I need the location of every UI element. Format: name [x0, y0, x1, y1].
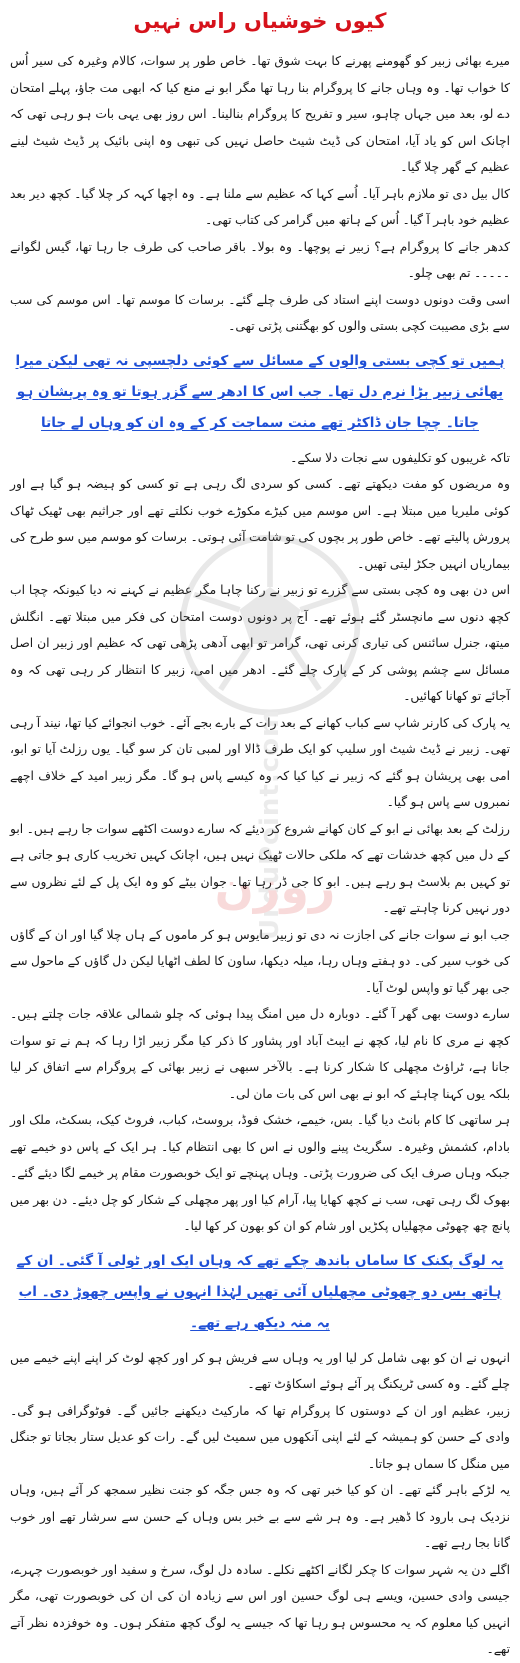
paragraph: یہ لڑکے باہر گئے تھے۔ ان کو کیا خبر تھی کہ وہ جس جگہ کو جنت نظیر سمجھ کر آئے ہیں، وہاں نزدیک ہی بارود کا ڈھیر ہے۔ وہ ہر شے سے بے خبر بس وہاں کے حسن سے سرشار تھے اور خوب گانا بجا رہے تھے۔	[10, 1483, 510, 1550]
pull-quote-text: ہمیں تو کچی بستی والوں کے مسائل سے کوئی دلچسپی نہ تھی لیکن میرا بھائی زبیر بڑا نرم دل تھا۔ جب اس کا ادھر سے گزر ہوتا تو وہ پریشان ہو جاتا۔ چچا جان ڈاکٹر تھے منت سماجت کر کے وہ ان کو وہاں لے جاتا	[15, 352, 505, 431]
pull-quote-text: یہ لوگ پکنک کا ساماں باندھ چکے تھے کہ وہاں ایک اور ٹولی آ گئی۔ ان کے ہاتھ بس دو چھوٹی مچھلیاں آئی تھیں لہٰذا انہوں نے واپس چھوڑ دی۔ اب یہ منہ دیکھ رہے تھے۔	[16, 1252, 504, 1331]
watermark-site-text: UrduPoint.com	[255, 708, 285, 940]
paragraph: سارے دوست بھی گھر آ گئے۔ دوبارہ دل میں امنگ پیدا ہوئی کہ چلو شمالی علاقہ جات چلتے ہیں۔ کچھ نے مری کا نام لیا، کچھ نے ایبٹ آباد اور پشاور کا ذکر کیا مگر زبیر اڑا رہا کہ ہم نے تو سوات جانا ہے، ٹراؤٹ مچھلی کا شکار کرنا ہے۔ بالآخر سبھی نے زبیر بھائی کے پروگرام سے اتفاق کر لیا بلکہ یوں کہنا چاہئے کہ ابو نے بھی اس کی بات مان لی۔	[10, 1007, 510, 1101]
paragraph: اسی وقت دونوں دوست اپنے استاد کی طرف چلے گئے۔ برسات کا موسم تھا۔ اس موسم کی سب سے بڑی مصیبت کچی بستی والوں کو بھگتنی پڑتی تھی۔	[10, 292, 510, 333]
pull-quote	[10, 346, 510, 439]
paragraph: زبیر، عظیم اور ان کے دوستوں کا پروگرام تھا کہ مارکیٹ دیکھنے جائیں گے۔ فوٹوگرافی ہو گی۔ وادی کے حسن کو ہمیشہ کے لئے اپنی آنکھوں میں سمیٹ لیں گے۔ رات کو عدیل ستار بجاتا تو جنگل میں منگل کا سماں ہو جاتا۔	[10, 1403, 510, 1471]
paragraph: اس دن بھی وہ کچی بستی سے گزرے تو زبیر نے رکنا چاہا مگر عظیم نے کہنے نہ دیا کیونکہ چچا اب کچھ دنوں سے مانچسٹر گئے ہوئے تھے۔ آج پر دونوں دوست امتحان کی فکر میں مبتلا تھے۔ انگلش میتھ، جنرل سائنس کی تیاری کرنی تھی، گرامر تو ابھی آدھی پڑھی تھی کہ عظیم اور زبیر ان اصل مسائل سے چشم پوشی کر کے پارک چلے گئے۔ ادھر میں امی، زبیر کا انتظار کر رہی تھی کہ وہ آجائے تو کھانا کھائیں۔	[10, 583, 510, 703]
paragraph: یہ پارک کی کارنر شاپ سے کباب کھانے کے بعد رات کے بارے بجے آئے۔ خوب انجوائے کیا تھا، نیند آ رہی تھی۔ زبیر نے ڈیٹ شیٹ اور سلیپ کو ایک طرف ڈالا اور لمبی تان کر سو گیا۔ یوں رزلٹ آیا تو ابو، امی بھی پریشان ہو گئے کہ زبیر نے کیا کیا کہ وہ کیسے پاس ہو گا۔ مگر زبیر امید کے خلاف اچھے نمبروں سے پاس ہو گیا۔	[9, 715, 510, 809]
paragraph: میرے بھائی زبیر کو گھومنے پھرنے کا بہت شوق تھا۔ خاص طور پر سوات، کالام وغیرہ کی سیر اُس کا خواب تھا۔ وہ وہاں جانے کا پروگرام بنا رہا تھا مگر ابو نے منع کیا کہ ابھی مت جاؤ، پہلے امتحان دے لو، بعد میں جہاں چاہو، سیر و تفریح کا پروگرام بنالینا۔ اس روز بھی یہی بات ہو رہی تھی کہ اچانک اس کو یاد آیا، امتحان کی ڈیٹ شیٹ حاصل نہیں کی تبھی وہ اپنی بائیک پر ڈیٹ شیٹ لینے عظیم کے گھر چلا گیا۔	[10, 54, 510, 174]
paragraph: رزلٹ کے بعد بھائی نے ابو کے کان کھانے شروع کر دیئے کہ سارے دوست اکٹھے سوات جا رہے ہیں۔ ابو کے دل میں کچھ خدشات تھے کہ ملکی حالات ٹھیک نہیں ہیں، اچانک کہیں تخریب کاری ہو جاتی ہے تو کہیں بم بلاسٹ ہو رہے ہیں۔ ابو کا جی ڈر رہا تھا۔ جوان بیٹے کو وہ ایک پل کے لئے نظروں سے دور نہیں کرنا چاہتے تھے۔	[10, 821, 510, 915]
paragraph: ہر ساتھی کا کام بانٹ دیا گیا۔ بس، خیمے، خشک فوڈ، بروسٹ، کباب، فروٹ کیک، بسکٹ، ملک اور بادام، کشمش وغیرہ۔ سگریٹ پینے والوں نے اس کا بھی انتظام کیا۔ ہر ایک کے پاس دو خیمے تھے جبکہ وہاں صرف ایک کی ضرورت پڑتی۔ وہاں پہنچے تو ایک خوبصورت مقام پر خیمے لگا دیئے گئے۔ بھوک لگ رہی تھی، سب نے کچھ کھایا پیا، آرام کیا اور پھر مچھلی کے شکار کو چل دیئے۔ دن بھر میں پانچ چھ چھوٹی مچھلیاں پکڑیں اور شام کو ان کو بھون کر کھا لیا۔	[10, 1113, 510, 1233]
paragraph: کال بیل دی تو ملازم باہر آیا۔ اُسے کہا کہ عظیم سے ملنا ہے۔ وہ اچھا کہہ کر چلا گیا۔ کچھ دیر بعد عظیم خود باہر آ گیا۔ اُس کے ہاتھ میں گرامر کی کتاب تھی۔	[10, 186, 510, 227]
paragraph: تاکہ غریبوں کو تکلیفوں سے نجات دلا سکے۔	[290, 450, 510, 465]
paragraph: کدھر جانے کا پروگرام ہے؟ زبیر نے پوچھا۔ وہ بولا۔ باقر صاحب کی طرف جا رہا تھا، گیس لگوانے ۔۔۔۔۔ تم بھی چلو۔	[10, 239, 510, 280]
paragraph: انہوں نے ان کو بھی شامل کر لیا اور یہ وہاں سے فریش ہو کر اور کچھ لوٹ کر اپنے اپنے خیمے میں چلے گئے۔ وہ کسی ٹریکنگ پر آئے ہوئے اسکاؤٹ تھے۔	[10, 1350, 510, 1391]
paragraph: اگلے دن یہ شہر سوات کا چکر لگانے اکٹھے نکلے۔ سادہ دل لوگ، سرخ و سفید اور خوبصورت چہرے، جیسی وادی حسین، ویسے ہی لوگ حسین اور اس سے زیادہ ان کی ان کی خوبصورت تھی، مگر انہیں کیا معلوم کہ یہ محسوس ہو رہا تھا کہ جیسے یہ لوگ کچھ متفکر ہوں۔ وہ خوفزدہ نظر آتے تھے۔	[10, 1562, 510, 1656]
watermark-logo: روزن	[214, 860, 336, 914]
paragraph: وہ مریضوں کو مفت دیکھتے تھے۔ کسی کو سردی لگ رہی ہے تو کسی کو ہیضہ ہو گیا ہے اور کوئی ملیریا میں مبتلا ہے۔ اس موسم میں کیڑے مکوڑے خوب نکلتے تھے اور جراثیم بھی ٹھیک ٹھاک پرورش پالیتے تھے۔ خاص طور پر بچوں کی تو شامت آئی ہوتی۔ برسات کو موسم میں سو طرح کی بیماریاں انہیں جکڑ لیتی تھیں۔	[10, 477, 510, 571]
article-title: کیوں خوشیاں راس نہیں	[133, 9, 387, 33]
paragraph: جب ابو نے سوات جانے کی اجازت نہ دی تو زبیر مایوس ہو کر ماموں کے ہاں چلا گیا اور ان کے گاؤں کی خوب سیر کی۔ دو ہفتے وہاں رہا، میلہ دیکھا، ساون کا لطف اٹھایا لیکن دل گاؤں کے ماحول سے جی بھر گیا تو واپس لوٹ آیا۔	[10, 927, 510, 995]
pull-quote	[10, 1246, 510, 1339]
